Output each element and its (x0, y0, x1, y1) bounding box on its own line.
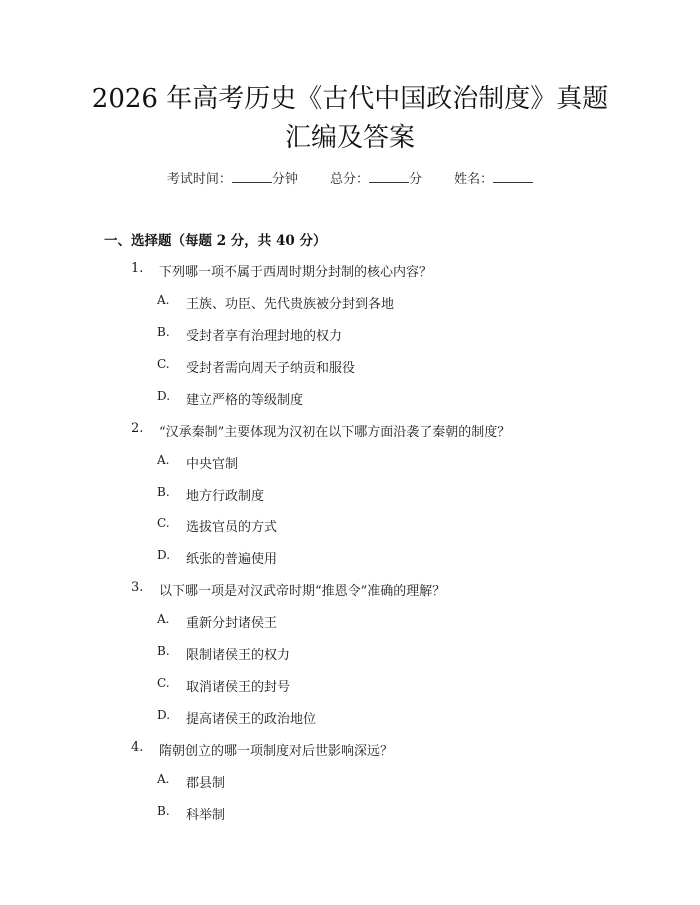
question-number: 4. (131, 740, 144, 755)
option-text: 王族、功臣、先代贵族被分封到各地 (186, 297, 395, 312)
total-score-label: 总分： (329, 172, 369, 187)
option-letter: C. (157, 676, 170, 690)
page-title: 2026 年高考历史《古代中国政治制度》真题 (91, 84, 609, 114)
option-letter: A. (157, 772, 170, 786)
student-name-blank (493, 170, 533, 183)
option-text: 科举制 (186, 808, 226, 823)
question-number: 2. (131, 421, 144, 436)
exam-meta (0, 168, 700, 187)
option-letter: C. (157, 357, 170, 371)
option-letter: C. (157, 516, 170, 530)
exam-time (167, 168, 298, 187)
question-text: 下列哪一项不属于西周时期分封制的核心内容？ (159, 265, 433, 280)
question-text: 隋朝创立的哪一项制度对后世影响深远？ (159, 744, 394, 759)
question-text: “汉承秦制”主要体现为汉初在以下哪方面沿袭了秦朝的制度？ (159, 425, 511, 440)
option-letter: B. (157, 485, 170, 499)
page-title-continued: 汇编及答案 (284, 123, 415, 153)
section-heading: 一、选择题（每题 2 分，共 40 分） (104, 233, 327, 249)
option-letter: A. (157, 293, 170, 307)
question-text: 以下哪一项是对汉武帝时期“推恩令”准确的理解？ (159, 584, 446, 599)
option-text: 中央官制 (186, 457, 239, 472)
option-text: 受封者需向周天子纳贡和服役 (186, 361, 356, 376)
option-text: 建立严格的等级制度 (186, 393, 304, 408)
option-text: 纸张的普遍使用 (186, 552, 278, 567)
option-letter: B. (157, 804, 170, 818)
exam-time-label: 考试时间： (166, 172, 232, 187)
student-name-label: 姓名： (454, 172, 494, 187)
question-number: 3. (131, 580, 144, 595)
option-text: 选拔官员的方式 (186, 520, 278, 535)
option-letter: D. (157, 548, 171, 562)
option-letter: A. (157, 612, 170, 626)
option-text: 重新分封诸侯王 (186, 616, 278, 631)
exam-time-blank (232, 170, 272, 183)
option-letter: D. (157, 708, 171, 722)
total-score-unit: 分 (409, 172, 423, 187)
option-text: 提高诸侯王的政治地位 (186, 712, 317, 727)
option-text: 受封者享有治理封地的权力 (186, 329, 343, 344)
option-letter: A. (157, 453, 170, 467)
total-score-blank (369, 170, 409, 183)
option-text: 限制诸侯王的权力 (186, 648, 291, 663)
option-letter: B. (157, 325, 170, 339)
option-text: 取消诸侯王的封号 (186, 680, 291, 695)
option-letter: D. (157, 389, 171, 403)
student-name (454, 168, 533, 187)
exam-time-unit: 分钟 (271, 172, 298, 187)
total-score (330, 168, 422, 187)
question-number: 1. (131, 261, 144, 276)
option-text: 地方行政制度 (186, 489, 265, 504)
option-letter: B. (157, 644, 170, 658)
option-text: 郡县制 (186, 776, 226, 791)
